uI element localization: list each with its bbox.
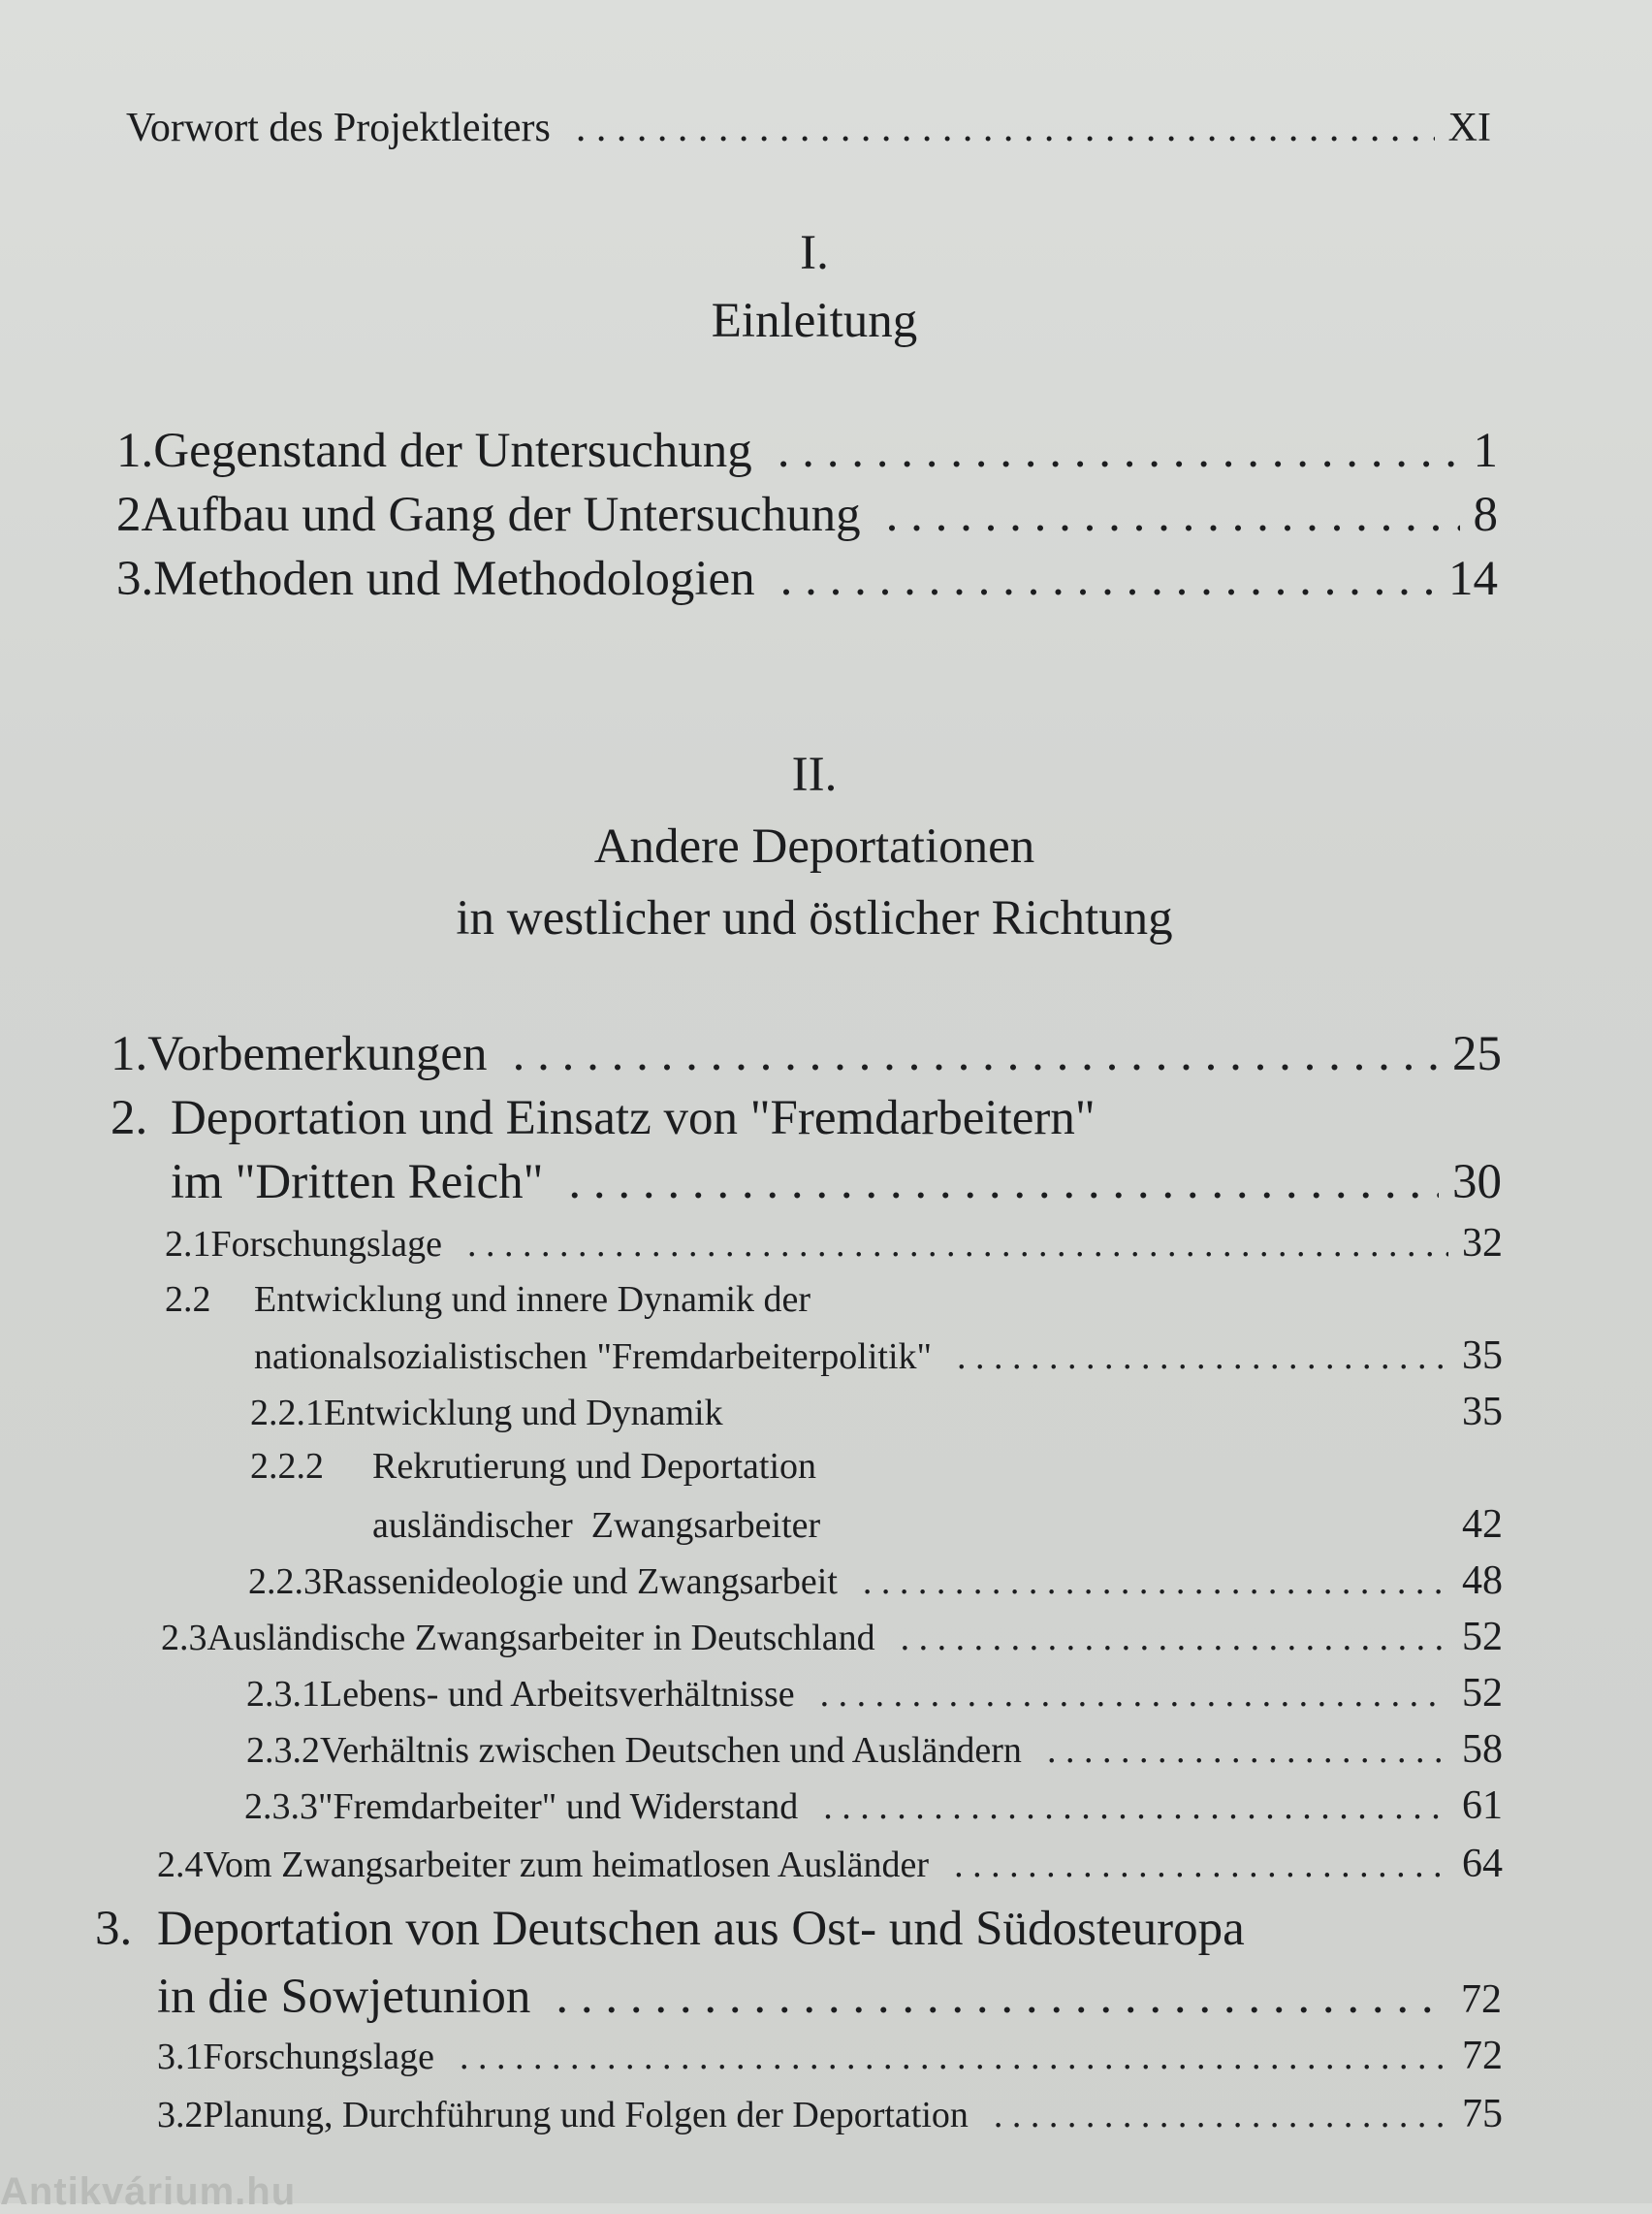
entry-title: Vom Zwangsarbeiter zum heimatlosen Ausländer — [203, 1845, 930, 1885]
entry-number: 3. — [116, 552, 154, 606]
dot-leader — [823, 1785, 1448, 1828]
page-number: 72 — [1461, 1977, 1502, 2022]
toc-entry-multiline — [165, 1278, 810, 1321]
dot-leader — [778, 423, 1460, 479]
page-number: 58 — [1462, 1727, 1503, 1772]
dot-leader — [780, 551, 1435, 607]
page-number: 32 — [1462, 1221, 1503, 1266]
part-title-line2: in westlicher und östlicher Richtung — [456, 891, 1173, 946]
toc-entry — [116, 487, 1498, 543]
toc-entry-continuation — [171, 1154, 1502, 1210]
dot-leader — [957, 1335, 1448, 1378]
entry-title: Verhältnis zwischen Deutschen und Ausländern — [320, 1730, 1022, 1771]
entry-number: 2. — [111, 1091, 148, 1145]
dot-leader — [954, 1844, 1448, 1886]
dot-leader — [513, 1026, 1439, 1082]
entry-number: 2 — [116, 488, 142, 542]
dot-leader — [556, 1969, 1447, 2025]
dot-leader — [1047, 1729, 1448, 1772]
page-number: 35 — [1462, 1390, 1503, 1434]
page-number: 61 — [1462, 1783, 1503, 1828]
page-number: 8 — [1473, 488, 1498, 542]
page-number: 35 — [1462, 1333, 1503, 1378]
entry-title-line2: nationalsozialistischen "Fremdarbeiterpolitik" — [254, 1336, 933, 1377]
entry-number: 2.3.3 — [244, 1786, 318, 1827]
entry-title: Ausländische Zwangsarbeiter in Deutschland — [206, 1618, 875, 1658]
entry-title: "Fremdarbeiter" und Widerstand — [318, 1786, 799, 1827]
dot-leader — [863, 1560, 1448, 1603]
toc-entry — [246, 1670, 1503, 1717]
page-number: 52 — [1462, 1671, 1503, 1716]
toc-entry — [157, 2033, 1503, 2079]
entry-number: 2.2.1 — [250, 1393, 324, 1433]
entry-title-line1: Deportation von Deutschen aus Ost- und Südosteuropa — [157, 1902, 1245, 1956]
entry-number: 2.2.3 — [248, 1561, 322, 1602]
entry-title: Entwicklung und Dynamik — [324, 1393, 723, 1433]
page-number: 42 — [1462, 1502, 1503, 1547]
toc-entry — [157, 1841, 1503, 1887]
page-number: 1 — [1473, 424, 1498, 478]
part-numeral: I. — [800, 226, 829, 280]
dot-leader — [820, 1673, 1448, 1716]
entry-number: 2.4 — [157, 1845, 204, 1885]
entry-title: Vorbemerkungen — [147, 1027, 488, 1081]
entry-title: Vorwort des Projektleiters — [126, 106, 551, 150]
page-number: XI — [1447, 106, 1491, 150]
entry-title: Methoden und Methodologien — [153, 552, 755, 606]
entry-title-line2: ausländischer Zwangsarbeiter — [372, 1505, 821, 1546]
toc-entry-multiline — [95, 1901, 1245, 1957]
toc-entry-continuation — [254, 1332, 1503, 1379]
entry-number: 2.1 — [165, 1224, 211, 1265]
entry-number: 2.2 — [165, 1279, 211, 1320]
entry-title: Forschungslage — [203, 2037, 435, 2077]
entry-number: 3. — [95, 1902, 133, 1956]
entry-title: Rassenideologie und Zwangsarbeit — [322, 1561, 838, 1602]
toc-entry — [111, 1026, 1502, 1082]
toc-entry-continuation — [157, 1969, 1502, 2025]
toc-entry — [116, 423, 1498, 479]
entry-number: 3.1 — [157, 2037, 204, 2077]
part-title-line1: Andere Deportationen — [593, 819, 1035, 874]
entry-title-line2: im "Dritten Reich" — [171, 1155, 544, 1209]
toc-entry — [250, 1389, 1503, 1435]
entry-number: 2.3.1 — [246, 1674, 320, 1715]
entry-title-line1: Rekrutierung und Deportation — [372, 1446, 817, 1487]
toc-entry — [161, 1614, 1503, 1660]
entry-number: 3.2 — [157, 2095, 204, 2135]
toc-entry-continuation — [372, 1501, 1503, 1548]
page-number: 30 — [1452, 1155, 1502, 1209]
entry-number: 1. — [116, 424, 154, 478]
toc-entry — [165, 1220, 1503, 1267]
page-number: 72 — [1462, 2034, 1503, 2078]
entry-number: 2.3.2 — [246, 1730, 320, 1771]
dot-leader — [568, 1154, 1439, 1210]
entry-title: Gegenstand der Untersuchung — [153, 424, 752, 478]
toc-entry — [116, 551, 1498, 607]
part-title: Einleitung — [711, 294, 918, 348]
entry-title-line1: Entwicklung und innere Dynamik der — [254, 1279, 811, 1320]
entry-title: Planung, Durchführung und Folgen der Deportation — [203, 2095, 969, 2135]
part-numeral: II. — [791, 748, 838, 802]
entry-title: Forschungslage — [210, 1224, 443, 1265]
dot-leader — [460, 2036, 1448, 2078]
page-number: 14 — [1448, 552, 1498, 606]
toc-entry — [157, 2091, 1503, 2137]
entry-title-line2: in die Sowjetunion — [157, 1970, 531, 2024]
toc-entry — [246, 1726, 1503, 1773]
dot-leader — [467, 1223, 1448, 1266]
toc-entry — [248, 1557, 1503, 1604]
dot-leader — [901, 1617, 1448, 1659]
entry-title-line1: Deportation und Einsatz von "Fremdarbeitern" — [171, 1091, 1096, 1145]
entry-number: 2.2.2 — [250, 1446, 324, 1487]
entry-title: Aufbau und Gang der Untersuchung — [141, 488, 861, 542]
page-number: 75 — [1462, 2092, 1503, 2136]
toc-entry-foreword — [126, 105, 1491, 151]
watermark: Antikvárium.hu — [0, 2170, 297, 2213]
toc-entry-multiline — [250, 1445, 816, 1488]
page-number: 25 — [1452, 1027, 1502, 1081]
dot-leader — [576, 105, 1435, 151]
toc-entry-multiline — [111, 1090, 1096, 1146]
page-number: 52 — [1462, 1615, 1503, 1659]
dot-leader — [994, 2094, 1448, 2136]
entry-number: 1. — [111, 1027, 148, 1081]
entry-title: Lebens- und Arbeitsverhältnisse — [320, 1674, 795, 1715]
page-number: 64 — [1462, 1842, 1503, 1886]
entry-number: 2.3 — [161, 1618, 207, 1658]
toc-entry — [244, 1782, 1503, 1829]
page-number: 48 — [1462, 1558, 1503, 1603]
dot-leader — [886, 487, 1460, 543]
